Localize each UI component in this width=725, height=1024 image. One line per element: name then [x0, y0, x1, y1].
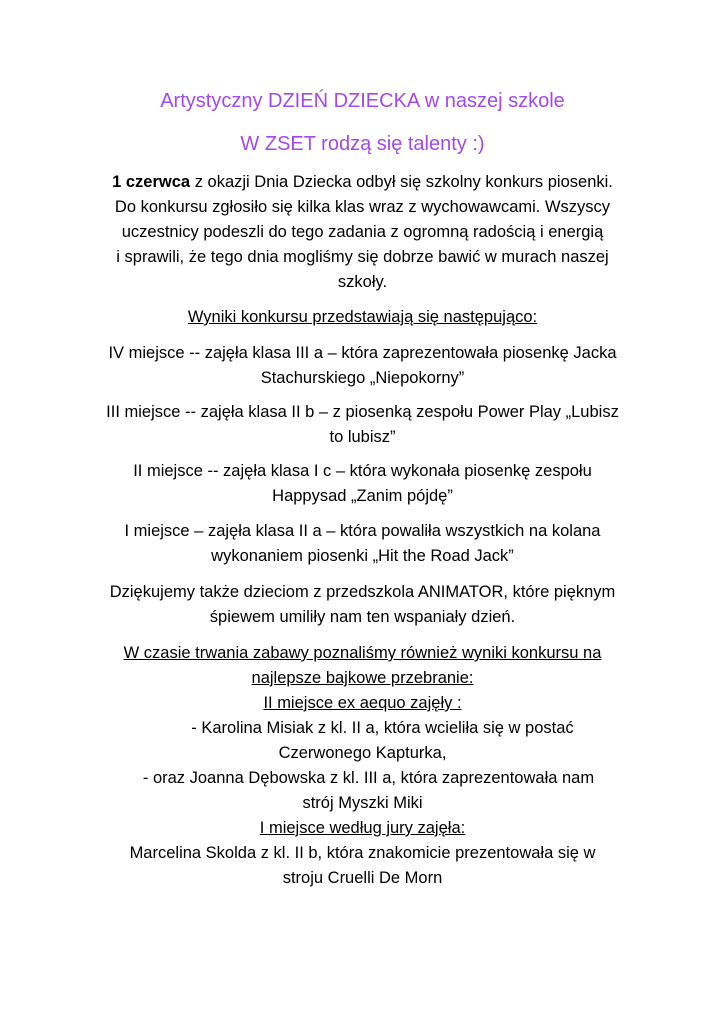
costume-heading-line-1: W czasie trwania zabawy poznaliśmy również wyniki konkursu na — [123, 644, 602, 662]
result-item-line-2: Stachurskiego „Niepokorny” — [260, 369, 465, 387]
costume-heading-line-2: najlepsze bajkowe przebranie: — [251, 669, 474, 687]
entry-1-line-2: Czerwonego Kapturka, — [278, 744, 447, 762]
result-item — [60, 400, 665, 450]
thanks-line-1: Dziękujemy także dzieciom z przedszkola ANIMATOR, które pięknym — [109, 583, 616, 601]
thanks-line-2: śpiewem umiliły nam ten wspaniały dzień. — [209, 608, 516, 626]
winner-line-1: Marcelina Skolda z kl. II b, która znakomicie prezentowała się w — [129, 844, 596, 862]
result-item — [60, 519, 665, 569]
first-place-heading: I miejsce według jury zajęła: — [259, 819, 466, 837]
result-item-line-2: to lubisz” — [329, 428, 396, 446]
result-item-line-1: IV miejsce -- zajęła klasa III a – która zaprezentowała piosenkę Jacka — [108, 344, 617, 362]
winner-line-2: stroju Cruelli De Morn — [282, 869, 443, 887]
intro-line-3: uczestnicy podeszli do tego zadania z ogromną radością i energią — [121, 223, 604, 241]
result-item-line-1: II miejsce -- zajęła klasa I c – która wykonała piosenkę zespołu — [133, 462, 592, 480]
entry-2-line-1: - oraz Joanna Dębowska z kl. III a, która zaprezentowała nam — [142, 769, 595, 787]
result-item-line-2: wykonaniem piosenki „Hit the Road Jack” — [211, 547, 514, 565]
intro-line-5: szkoły. — [337, 273, 388, 291]
intro-line-4: i sprawili, że tego dnia mogliśmy się dobrze bawić w murach naszej — [116, 248, 609, 266]
result-item — [60, 459, 665, 509]
intro-date: 1 czerwca — [112, 173, 191, 191]
entry-2-line-2: strój Myszki Miki — [302, 794, 423, 812]
result-item-line-1: III miejsce -- zajęła klasa II b – z piosenką zespołu Power Play „Lubisz — [106, 403, 619, 421]
result-item-line-1: I miejsce – zajęła klasa II a – która powaliła wszystkich na kolana — [124, 522, 601, 540]
page-title: Artystyczny DZIEŃ DZIECKA w naszej szkole — [160, 90, 565, 112]
result-item-line-2: Happysad „Zanim pójdę” — [272, 487, 453, 505]
entry-1-line-1: - Karolina Misiak z kl. II a, która wcieliła się w postać — [191, 719, 574, 737]
results-heading-text: Wyniki konkursu przedstawiają się następująco: — [187, 308, 538, 326]
second-place-heading: II miejsce ex aequo zajęły : — [263, 694, 462, 712]
costume-section — [60, 641, 665, 891]
result-item — [60, 341, 665, 391]
intro-line-2: Do konkursu zgłosiło się kilka klas wraz z wychowawcami. Wszyscy — [114, 198, 611, 216]
intro-line-1-rest: z okazji Dnia Dziecka odbył się szkolny konkurs piosenki. — [190, 173, 613, 191]
intro-line-1 — [60, 170, 665, 195]
results-heading — [60, 305, 665, 330]
thanks-paragraph — [60, 580, 665, 630]
intro-paragraph — [60, 170, 665, 295]
page-subtitle: W ZSET rodzą się talenty :) — [240, 133, 485, 155]
